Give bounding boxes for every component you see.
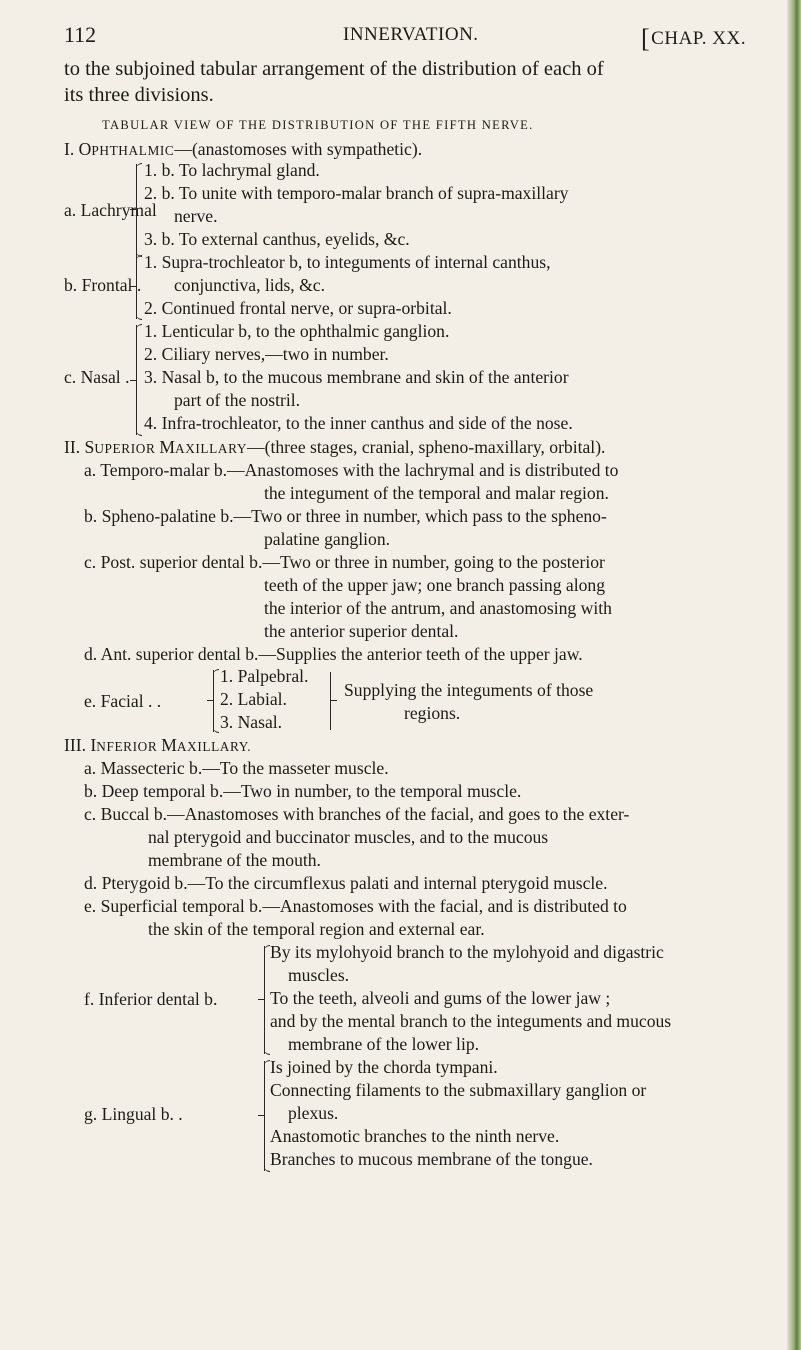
inferior-dental-label: f. Inferior dental b. xyxy=(84,989,218,1009)
lingual-brace xyxy=(264,1061,265,1171)
inferior-line: a. Massecteric b.—To the masseter muscle. xyxy=(84,758,389,778)
frontal-item: 2. Continued frontal nerve, or supra-orbital. xyxy=(144,298,452,318)
facial-note: regions. xyxy=(404,703,461,723)
inferior-line: d. Pterygoid b.—To the circumflexus palati and internal pterygoid muscle. xyxy=(84,873,608,893)
superior-line: palatine ganglion. xyxy=(264,529,391,549)
inferior-line: membrane of the mouth. xyxy=(148,850,321,870)
superior-heading: II. SUPERIOR MAXILLARY—(three stages, cranial, spheno-maxillary, orbital). xyxy=(64,437,606,457)
facial-item: 3. Nasal. xyxy=(220,712,283,732)
facial-item: 1. Palpebral. xyxy=(220,666,309,686)
frontal-label: b. Frontal . xyxy=(64,275,142,295)
chapter-label: [CHAP. XX. xyxy=(641,24,746,53)
intro-line-2: its three divisions. xyxy=(64,84,214,106)
inferior-dental-item: To the teeth, alveoli and gums of the lower jaw ; xyxy=(270,988,611,1008)
lachrymal-item: 2. b. To unite with temporo-malar branch of supra-maxillary xyxy=(144,183,569,203)
nasal-item: 1. Lenticular b, to the ophthalmic ganglion. xyxy=(144,321,450,341)
inferior-dental-item: and by the mental branch to the integuments and mucous xyxy=(270,1011,672,1031)
table-heading: TABULAR VIEW OF THE DISTRIBUTION OF THE FIFTH NERVE. xyxy=(102,118,534,132)
facial-label: e. Facial . . xyxy=(84,691,162,711)
superior-line: the anterior superior dental. xyxy=(264,621,459,641)
inferior-dental-brace xyxy=(264,946,265,1054)
superior-line: a. Temporo-malar b.—Anastomoses with the lachrymal and is distributed to xyxy=(84,460,619,480)
facial-brace xyxy=(213,670,214,732)
lingual-item: plexus. xyxy=(288,1103,339,1123)
superior-line: teeth of the upper jaw; one branch passing along xyxy=(264,575,606,595)
lachrymal-item: nerve. xyxy=(174,206,218,226)
nasal-label: c. Nasal . xyxy=(64,367,130,387)
superior-line: d. Ant. superior dental b.—Supplies the anterior teeth of the upper jaw. xyxy=(84,644,583,664)
nasal-item: 3. Nasal b, to the mucous membrane and skin of the anterior xyxy=(144,367,569,387)
page-number: 112 xyxy=(64,22,97,47)
inferior-line: e. Superficial temporal b.—Anastomoses with the facial, and is distributed to xyxy=(84,896,627,916)
inferior-line: c. Buccal b.—Anastomoses with branches of the facial, and goes to the exter- xyxy=(84,804,630,824)
lingual-item: Connecting filaments to the submaxillary ganglion or xyxy=(270,1080,647,1100)
ophthalmic-name: PHTHALMIC xyxy=(91,143,175,158)
inferior-line: the skin of the temporal region and external ear. xyxy=(148,919,485,939)
nasal-item: part of the nostril. xyxy=(174,390,301,410)
inferior-heading: III. INFERIOR MAXILLARY. xyxy=(64,735,252,755)
facial-note: Supplying the integuments of those xyxy=(344,680,594,700)
inferior-line: b. Deep temporal b.—Two in number, to the temporal muscle. xyxy=(84,781,522,801)
frontal-item: conjunctiva, lids, &c. xyxy=(174,275,325,295)
lachrymal-brace xyxy=(136,164,137,256)
inferior-dental-item: membrane of the lower lip. xyxy=(288,1034,480,1054)
lachrymal-item: 1. b. To lachrymal gland. xyxy=(144,160,320,180)
running-title: INNERVATION. xyxy=(343,24,479,45)
lingual-item: Branches to mucous membrane of the tongue. xyxy=(270,1149,593,1169)
ophthalmic-heading: I. OPHTHALMIC—(anastomoses with sympathetic). xyxy=(64,139,423,159)
lachrymal-item: 3. b. To external canthus, eyelids, &c. xyxy=(144,229,410,249)
nasal-item: 2. Ciliary nerves,—two in number. xyxy=(144,344,389,364)
inferior-dental-item: muscles. xyxy=(288,965,350,985)
superior-line: b. Spheno-palatine b.—Two or three in number, which pass to the spheno- xyxy=(84,506,607,526)
facial-right-brace xyxy=(330,672,331,730)
lingual-item: Anastomotic branches to the ninth nerve. xyxy=(270,1126,560,1146)
lingual-label: g. Lingual b. . xyxy=(84,1104,183,1124)
lingual-item: Is joined by the chorda tympani. xyxy=(270,1057,498,1077)
superior-line: c. Post. superior dental b.—Two or three in number, going to the posterior xyxy=(84,552,605,572)
nasal-item: 4. Infra-trochleator, to the inner canthus and side of the nose. xyxy=(144,413,573,433)
frontal-item: 1. Supra-trochleator b, to integuments of internal canthus, xyxy=(144,252,551,272)
frontal-brace xyxy=(136,256,137,319)
superior-line: the integument of the temporal and malar region. xyxy=(264,483,609,503)
nasal-brace xyxy=(136,325,137,435)
superior-line: the interior of the antrum, and anastomosing with xyxy=(264,598,612,618)
facial-item: 2. Labial. xyxy=(220,689,287,709)
page-edge xyxy=(787,0,801,1350)
inferior-dental-item: By its mylohyoid branch to the mylohyoid and digastric xyxy=(270,942,664,962)
lachrymal-label: a. Lachrymal xyxy=(64,200,157,220)
intro-line-1: to the subjoined tabular arrangement of the distribution of each of xyxy=(64,58,604,80)
inferior-line: nal pterygoid and buccinator muscles, and to the mucous xyxy=(148,827,549,847)
